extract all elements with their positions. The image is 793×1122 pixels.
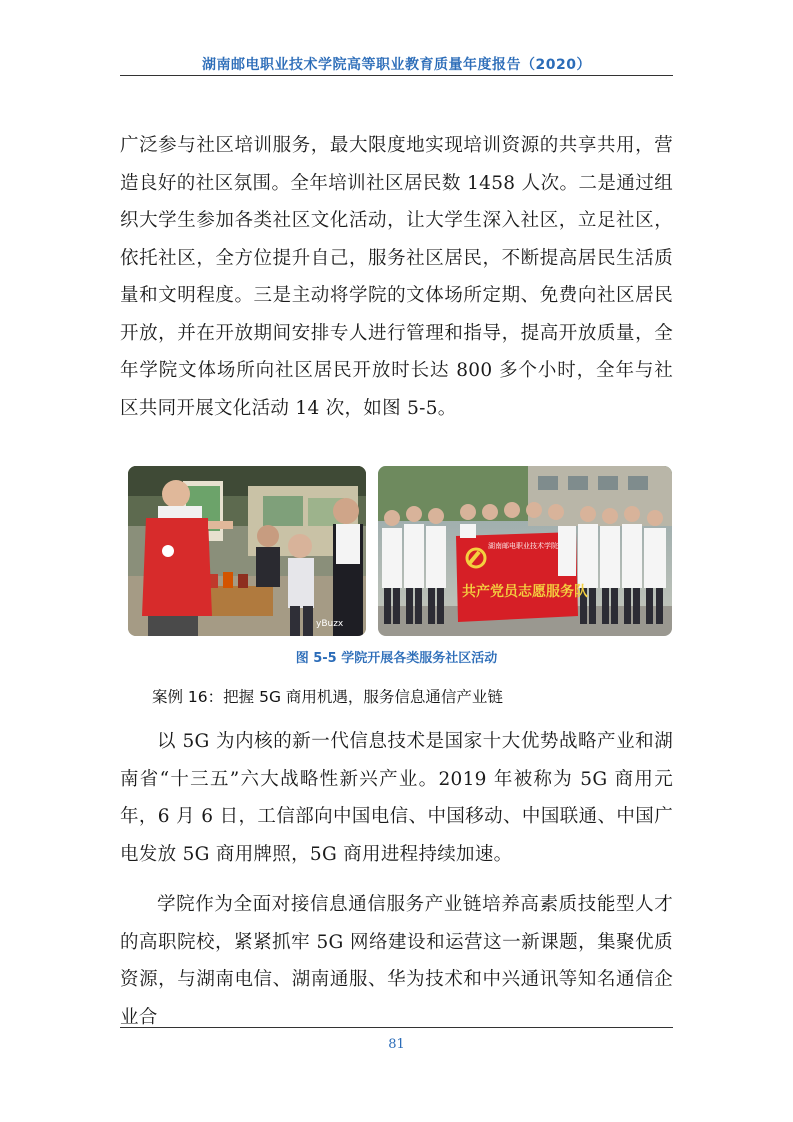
figure-caption: 图 5-5 学院开展各类服务社区活动 (295, 651, 498, 666)
header-rule (120, 75, 673, 76)
photo-community-volunteers (128, 466, 366, 636)
svg-text:湖南邮电职业技术学院: 湖南邮电职业技术学院 (488, 542, 558, 550)
page-number: 81 (388, 1037, 405, 1052)
photo-volunteer-group (378, 466, 672, 636)
paragraph-college-5g: 学院作为全面对接信息通信服务产业链培养高素质技能型人才的高职院校，紧紧抓牢 5G 网络建设和运营这一新课题，集聚优质资源，与湖南电信、湖南通服、华为技术和中兴通讯等知名通信企业合 (120, 894, 673, 1028)
paragraph-community-service: 广泛参与社区培训服务，最大限度地实现培训资源的共享共用，营造良好的社区氛围。全年培训社区居民数 1458 人次。二是通过组织大学生参加各类社区文化活动，让大学生深入社区，立足社区，依托社区，全方位提升自己，服务社区居民，不断提高居民生活质量和文明程度。三是主动将学院的文体场所定期、免费向社区居民开放，并在开放期间安排专人进行管理和指导，提高开放质量，全年学院文体场所向社区居民开放时长达 800 多个小时，全年与社区共同开展文化活动 14 次，如图 5-5。 (120, 135, 673, 419)
banner-text: 共产党员志愿服务队 (462, 584, 588, 600)
footer-rule (120, 1027, 673, 1028)
case-title: 案例 16：把握 5G 商用机遇，服务信息通信产业链 (152, 688, 503, 706)
paragraph-5g-background: 以 5G 为内核的新一代信息技术是国家十大优势战略产业和湖南省“十三五”六大战略性新兴产业。2019 年被称为 5G 商用元年，6 月 6 日，工信部向中国电信、中国移动、中国联通、中国广电发放 5G 商用牌照，5G 商用进程持续加速。 (120, 731, 673, 865)
photo-watermark: yBuzx (316, 619, 344, 629)
running-header: 湖南邮电职业技术学院高等职业教育质量年度报告（2020） (202, 57, 591, 73)
figure-photos (128, 466, 672, 636)
